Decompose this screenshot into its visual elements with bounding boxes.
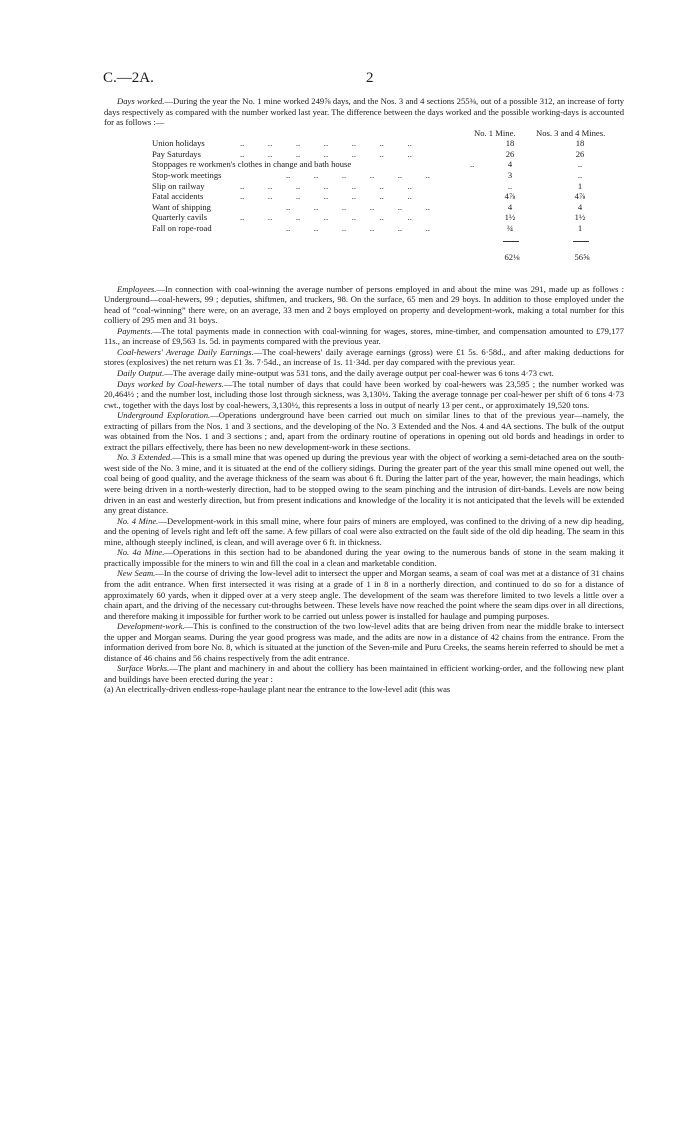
section-code: C.—2A. — [103, 70, 154, 86]
leader-dots: .. .. .. .. .. .. — [286, 201, 430, 212]
table-row — [152, 170, 624, 181]
total-no1: 62⅛ — [504, 251, 520, 262]
leader-dots: .. .. .. .. .. .. — [286, 223, 430, 234]
total-rule-no1 — [503, 241, 519, 242]
no3-4-value: 18 — [575, 138, 585, 149]
paragraph-text: —The plant and machinery in and about the colliery has been maintained in efficient working-order, and the following new plant and buildings have been erected during the year : — [104, 663, 624, 684]
paragraph-heading: No. 4 Mine. — [117, 515, 159, 526]
no1-value: ¾ — [506, 223, 514, 234]
paragraph-payments — [104, 326, 624, 347]
table-row — [152, 181, 624, 192]
paragraph-text: —In connection with coal-winning the average number of persons employed in and about the mine was 291, made up as follows : Underground—coal-hewers, 99 ; deputies, shiftmen, and truckers, 98. On the surface, 65 men and 29 boys. In addition to those employed under the head of “coal-winning” there were, on an average, 33 men and 2 boys employed on property and development-work, making a total number for this colliery of 295 men and 31 boys. — [104, 283, 624, 326]
no3-4-value: 1½ — [574, 212, 586, 223]
no3-4-value: 4 — [577, 201, 583, 212]
no3-4-value: 1 — [577, 223, 583, 234]
no1-value: 1½ — [504, 212, 516, 223]
paragraph-text: —Operations underground have been carried out much on similar lines to that of the previous year—namely, the extracting of pillars from the Nos. 1 and 3 sections, and the developing of the No. 3 Extended and the Nos. 4 and 4A sections. The bulk of the output was obtained from the Nos. 1 and 3 sections ; and, apart from the ordinary routine of operations in opening out old bords and headings in order to extract the pillars effectively, there has been no new development-work in these sections. — [104, 410, 624, 452]
leader-dots: .. .. .. .. .. .. .. — [240, 148, 412, 159]
paragraph-heading: New Seam. — [117, 568, 156, 579]
paragraph-text: —The total payments made in connection with coal-winning for wages, stores, mine-timber, and compensation amounted to £79,177 11s., an increase of £9,563 1s. 5d. in payments compared with the previous year. — [104, 325, 624, 347]
paragraph-heading: Surface Works. — [117, 663, 170, 674]
total-no3-4: 56⅝ — [574, 251, 590, 262]
leader-dots: .. .. .. .. .. .. .. — [240, 212, 412, 223]
page-number: 2 — [366, 70, 374, 86]
paragraph-heading: Coal-hewers' Average Daily Earnings. — [117, 346, 254, 357]
table-row — [152, 149, 624, 160]
paragraph-heading: No. 4a Mine. — [117, 547, 165, 558]
paragraph-text: —During the year the No. 1 mine worked 249⅞ days, and the Nos. 3 and 4 sections 255⅜, out of a possible 312, an increase of forty days respectively as compared with the number worked last year. The difference between the days worked and the possible working-days is accounted for as follows :— — [104, 96, 624, 128]
paragraph-underground-exploration — [104, 410, 624, 452]
paragraph-text: —The average daily mine-output was 531 tons, and the daily average output per coal-hewer was 6 tons 4·73 cwt. — [164, 368, 554, 379]
row-label: Quarterly cavils — [152, 212, 208, 223]
row-label: Fall on rope-road — [152, 223, 212, 234]
no3-4-value: .. — [577, 159, 583, 170]
paragraph-development-work — [104, 621, 624, 663]
paragraph-no4-mine — [104, 516, 624, 548]
paragraph-heading: Daily Output. — [117, 368, 165, 379]
no1-value: 26 — [505, 148, 515, 159]
paragraph-text: —Operations in this section had to be abandoned during the year owing to the numerous bands of stone in the seam making it practically impossible for the miners to win and fill the coal in a clean and marketable condition. — [104, 547, 625, 568]
no1-value: 4 — [507, 159, 513, 170]
paragraph-days-worked-hewers — [104, 379, 624, 411]
paragraph-text: —This is a small mine that was opened up during the previous year with the object of working a semi-detached area on the south-west side of the No. 3 mine, and it is situated at the end of the colliery sidings. During the greater part of the year this small mine opened out well, the coal being of good quality, and the average thickness of the seam was about 6 ft. During the latter part of the year, however, the main headings, which were being driven in a north-westerly direction, had to be stopped owing to the seam pinching and the intrusion of dirt-bands. Levels are now being driven in an east and westerly direction, but from present indications and knowledge of the locality it is not anticipated that the levels will be extended any great distance. — [104, 452, 625, 516]
paragraph-text: —This is confined to the construction of the two low-level adits that are being driven from near the middle brake to intersect the upper and Morgan seams. During the year good progress was made, and the adits are now in a distance of 42 chains from the entrance. From the information derived from bore No. 8, which is situated at the junction of the Seven-mile and Puru Creeks, the seams herein referred to should be met a distance of 46 chains and 56 chains respectively from the adit entrance. — [104, 621, 624, 663]
table-row — [152, 159, 624, 170]
leader-dots: .. .. .. .. .. .. .. — [240, 191, 412, 202]
paragraph-text: —Development-work in this small mine, where four pairs of miners are employed, was confined to the driving of a new dip heading, and the opening of levels right and left off the same. A few pillars of coal were also extracted on the fault side of the old dip heading. The seam in this mine, although steeply inclined, is clean, and will average over 6 ft. in thickness. — [104, 515, 624, 547]
paragraph-heading: No. 3 Extended. — [117, 452, 173, 463]
paragraph-last-line: (a) An electrically-driven endless-rope-haulage plant near the entrance to the low-level adit (this was — [104, 684, 451, 695]
paragraph-no3-extended — [104, 452, 624, 515]
no1-value: 18 — [505, 138, 515, 149]
no3-4-value: 1 — [577, 180, 583, 191]
leader-dots: .. .. .. .. .. .. .. — [240, 180, 412, 191]
table-row — [152, 212, 624, 223]
no1-value: 3 — [507, 170, 513, 181]
paragraph-days-worked — [104, 96, 624, 128]
days-lost-table — [104, 128, 624, 284]
row-label: Slip on railway — [152, 180, 205, 191]
paragraph-text: —In the course of driving the low-level adit to intersect the upper and Morgan seams, a seam of coal was met at a distance of 31 chains from the adit entrance. When first intersected it was rising at a grade of 1 in 8 in a northerly direction, and continued to do so for a distance of approximately 60 yards, when it dipped over at a very steep angle. The development of the seam was therefore limited to two levels a little over a chain apart, and the driving of the necessary cut-throughs between. These levels have now reached the point where the seam dips over in all directions, and therefore making it impossible for further work to be carried out unless power is installed for haulage and pumping purposes. — [104, 568, 624, 621]
paragraph-heading: Development-work. — [117, 621, 185, 632]
paragraph-heading: Days worked. — [117, 96, 165, 106]
paragraph-text: —The total number of days that could have been worked by coal-hewers was 23,595 ; the number worked was 20,464½ ; and the number lost, including those lost through sickness, was 3,130½. Taking the average tonnage per coal-hewer per shift of 6 tons 4·73 cwt., together with the days lost by coal-hewers, 3,130½, this represents a loss in output of nearly 13 per cent., or approximately 19,520 tons. — [104, 378, 624, 410]
no1-value: .. — [507, 180, 513, 191]
row-label: Want of shipping — [152, 201, 211, 212]
paragraph-heading: Underground Exploration. — [117, 410, 211, 421]
document-body — [104, 96, 624, 695]
no1-value: 4 — [507, 201, 513, 212]
column-header-no1: No. 1 Mine. — [474, 127, 516, 138]
paragraph-coal-hewers-earnings — [104, 347, 624, 368]
no1-value: 4⅞ — [504, 191, 516, 202]
leader-dots: .. .. .. .. .. .. — [286, 170, 430, 181]
leader-dots: .. — [470, 159, 475, 170]
table-row — [152, 223, 624, 234]
total-rule-no3-4 — [573, 241, 589, 242]
paragraph-heading: Days worked by Coal-hewers. — [117, 378, 224, 389]
table-row — [152, 138, 624, 149]
paragraph-surface-works — [104, 663, 624, 684]
row-label: Pay Saturdays — [152, 148, 201, 159]
no3-4-value: 26 — [575, 148, 585, 159]
paragraph-text: —The coal-hewers' daily average earnings (gross) were £1 5s. 6·58d., and after making deductions for stores (explosives) the net return was £1 3s. 7·54d., an increase of 1s. 11·34d. per day compared with the previous year. — [104, 346, 624, 368]
row-label: Stop-work meetings — [152, 170, 222, 181]
row-label: Union holidays — [152, 138, 205, 149]
row-label: Fatal accidents — [152, 191, 204, 202]
leader-dots: .. .. .. .. .. .. .. — [240, 138, 412, 149]
table-row — [152, 191, 624, 202]
table-row — [152, 202, 624, 213]
paragraph-heading: Employees. — [117, 283, 157, 294]
paragraph-daily-output — [104, 368, 624, 379]
paragraph-no4a-mine — [104, 547, 624, 568]
paragraph-heading: Payments. — [117, 325, 153, 336]
no3-4-value: 4⅞ — [574, 191, 586, 202]
no3-4-value: .. — [577, 170, 583, 181]
paragraph-new-seam — [104, 568, 624, 621]
column-header-no3-4: Nos. 3 and 4 Mines. — [536, 127, 606, 138]
paragraph-employees — [104, 284, 624, 326]
row-label: Stoppages re workmen's clothes in change and bath house — [152, 159, 352, 170]
